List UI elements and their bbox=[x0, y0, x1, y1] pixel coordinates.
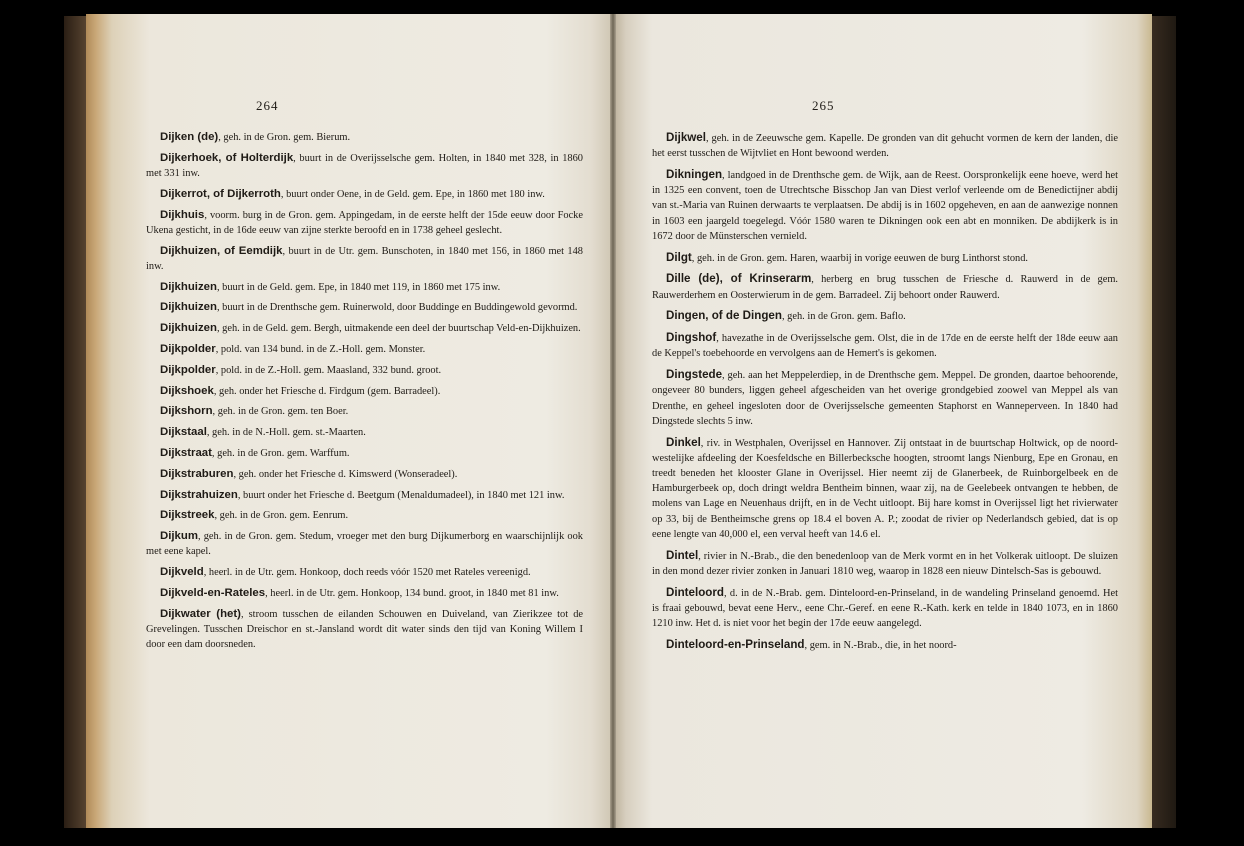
entry bbox=[146, 130, 583, 145]
right-column bbox=[652, 130, 1118, 659]
entry-text: , geh. in de Gron. gem. Warffum. bbox=[211, 447, 350, 459]
entry-headword: Dijkstaal bbox=[160, 426, 207, 439]
entry bbox=[652, 548, 1118, 579]
entry-text: , landgoed in de Drenthsche gem. de Wijk, aan de Reest. Oorspronkelijk eene hoeve, werd het in 1325 een convent, toen de Utrechtsche Bisschop Jan van Diest verlof verleende om de Benedictijner abdij van st.-Maria van Ruinen derwaarts te verplaatsen. De abdij is in 1602 opgeheven, en aan de aanwezige nonnen in 1603 een jaargeld toegelegd. Vóór 1580 waren te Dikningen ook een abt en monniken. De abdijkerk is in 1672 door de Münsterschen vernield. bbox=[652, 170, 1118, 242]
page-number: 265 bbox=[812, 98, 835, 113]
entry bbox=[146, 187, 583, 202]
entry bbox=[146, 586, 583, 601]
entry-headword: Dijkveld bbox=[160, 566, 204, 579]
entry-headword: Dingshof bbox=[666, 331, 717, 345]
entry-text: , geh. in de N.-Holl. gem. st.-Maarten. bbox=[206, 427, 366, 439]
entry-text: , buurt in de Overijsselsche gem. Holten, in 1840 met 328, in 1860 met 331 inw. bbox=[146, 152, 583, 179]
entry-headword: Dijkveld-en-Rateles bbox=[160, 586, 266, 599]
entry-headword: Dijkerrot, of Dijkerroth bbox=[160, 187, 281, 200]
entry-headword: Dijkpolder bbox=[160, 342, 216, 355]
entry-text: , geh. in de Gron. gem. Eenrum. bbox=[214, 510, 349, 522]
entry bbox=[652, 367, 1118, 429]
entry bbox=[652, 308, 1118, 324]
page-number: 264 bbox=[256, 98, 279, 113]
entry-text: , gem. in N.-Brab., die, in het noord- bbox=[804, 639, 957, 651]
entry-text: , geh. in de Gron. gem. Haren, waarbij in vorige eeuwen de burg Linthorst stond. bbox=[691, 252, 1029, 264]
entry-headword: Dijkstreek bbox=[160, 509, 215, 522]
entry-text: , buurt in de Geld. gem. Epe, in 1840 met 119, in 1860 met 175 inw. bbox=[216, 281, 501, 293]
entry-text: , geh. in de Gron. gem. Baflo. bbox=[781, 311, 906, 323]
entry bbox=[146, 607, 583, 653]
entry bbox=[146, 529, 583, 559]
entry bbox=[146, 404, 583, 419]
entry bbox=[146, 151, 583, 181]
entry-text: , pold. van 134 bund. in de Z.-Holl. gem. Monster. bbox=[215, 343, 426, 355]
entry-text: , pold. in de Z.-Holl. gem. Maasland, 332 bund. groot. bbox=[215, 364, 442, 376]
entry bbox=[146, 446, 583, 461]
entry-text: , geh. in de Geld. gem. Bergh, uitmakende een deel der buurtschap Veld-en-Dijkhuizen. bbox=[216, 323, 581, 335]
entry bbox=[652, 271, 1118, 302]
entry bbox=[146, 342, 583, 357]
entry-headword: Dintel bbox=[666, 548, 699, 562]
entry-text: , buurt onder Oene, in de Geld. gem. Epe, in 1860 met 180 inw. bbox=[280, 188, 545, 200]
entry-headword: Dinkel bbox=[666, 435, 701, 449]
entry bbox=[652, 250, 1118, 266]
entry-text: , heerl. in de Utr. gem. Honkoop, doch reeds vóór 1520 met Rateles vereenigd. bbox=[203, 567, 531, 579]
right-page bbox=[612, 14, 1152, 828]
entry bbox=[146, 467, 583, 482]
entry bbox=[146, 425, 583, 440]
entry-headword: Dijkwater (het) bbox=[160, 607, 241, 620]
entry-headword: Dilgt bbox=[666, 250, 692, 264]
entry-text: , geh. in de Zeeuwsche gem. Kapelle. De gronden van dit gehucht vormen de kern der landen, die het eerst tusschen de Wijtvliet en Hont bewoond werden. bbox=[652, 133, 1118, 160]
entry bbox=[146, 244, 583, 274]
entry bbox=[146, 300, 583, 315]
entry-text: , heerl. in de Utr. gem. Honkoop, 134 bund. groot, in 1840 met 81 inw. bbox=[265, 587, 559, 599]
entry-text: , voorm. burg in de Gron. gem. Appingedam, in de eerste helft der 15de eeuw door Focke Ukena gesticht, in de 16de eeuw van zijne sterkte beroofd en in 1738 geheel geslecht. bbox=[146, 209, 583, 236]
entry-headword: Dijkerhoek, of Holterdijk bbox=[160, 151, 294, 164]
entry-headword: Dijkhuizen bbox=[160, 322, 217, 335]
book-cover-right bbox=[1148, 16, 1176, 828]
entry-text: , riv. in Westphalen, Overijssel en Hannover. Zij ontstaat in de buurtschap Holtwick, op de noord-westelijke afdeeling der Koesfeldsche en Billerbecksche hoogten, stroomt langs Nienburg, Epe en Gronau, en treedt beneden het klooster Glane in Overijssel. Hier neemt zij de Glanerbeek, de Ruinborgelbeek en de Hamburgerbeek op, doch dringt weldra Bentheim binnen, waar zij, na de Geelebeek ontvangen te hebben, de molens van Lage en Neuenhaus drijft, en in de Vecht uitloopt. Bij hare komst in Overijssel ligt het rivierwater op 33, bij de Bentheimsche grens op 18.4 el boven A. P.; zoodat de rivier op Nederlandsch gebied, dat is op eene lengte van 40,000 el, een verval heeft van 14.6 el. bbox=[652, 437, 1118, 540]
entry-headword: Dijkhuizen, of Eemdijk bbox=[160, 244, 283, 257]
entry-headword: Dingstede bbox=[666, 368, 723, 382]
entry-headword: Dinteloord-en-Prinseland bbox=[666, 637, 805, 651]
entry-headword: Dijkshoek bbox=[160, 384, 214, 397]
entry-headword: Dijkhuizen bbox=[160, 280, 217, 293]
entry bbox=[146, 280, 583, 295]
entry-headword: Dille (de), of Krinserarm bbox=[666, 272, 812, 286]
entry-text: , geh. onder het Friesche d. Kimswerd (Wonseradeel). bbox=[233, 468, 458, 480]
entry-text: , buurt in de Drenthsche gem. Ruinerwold, door Buddinge en Buddingewold gevormd. bbox=[216, 302, 578, 314]
entry-headword: Dijkum bbox=[160, 530, 198, 543]
entry-text: , geh. in de Gron. gem. Stedum, vroeger met den burg Dijkumerborg en waarschijnlijk ook met eene kapel. bbox=[146, 531, 583, 558]
entry-text: , buurt in de Utr. gem. Bunschoten, in 1840 met 156, in 1860 met 148 inw. bbox=[146, 245, 583, 272]
entry-headword: Dijkstrahuizen bbox=[160, 488, 238, 501]
entry bbox=[146, 363, 583, 378]
entry bbox=[146, 321, 583, 336]
entry-headword: Dijkstraat bbox=[160, 446, 212, 459]
entry-headword: Dijkpolder bbox=[160, 363, 216, 376]
entry-headword: Dijken (de) bbox=[160, 131, 219, 143]
entry bbox=[652, 130, 1118, 161]
entry-text: , stroom tusschen de eilanden Schouwen en Duiveland, van Zierikzee tot de Grevelingen. Tusschen Dreischor en st.-Jansland wordt dit water sinds den tijd van Koning Willem I door een dam doorsneden. bbox=[146, 608, 583, 651]
entry-headword: Dijkhuizen bbox=[160, 301, 217, 314]
entry bbox=[652, 637, 1118, 653]
entry-headword: Dijkstraburen bbox=[160, 467, 234, 480]
entry bbox=[146, 208, 583, 238]
left-column bbox=[146, 130, 583, 658]
entry bbox=[652, 435, 1118, 542]
entry-headword: Dikningen bbox=[666, 168, 723, 181]
entry-text: , havezathe in de Overijsselsche gem. Olst, die in de 17de en de eerste helft der 18de eeuw aan de Keppel's toebehoorde en vervolgens aan de Hemert's is gekomen. bbox=[652, 333, 1118, 360]
entry-headword: Dijkwel bbox=[666, 131, 706, 144]
entry bbox=[652, 330, 1118, 361]
entry bbox=[146, 488, 583, 503]
entry-text: , rivier in N.-Brab., die den benedenloop van de Merk vormt en in het Volkerak uitloopt. De sluizen in den mond dezer rivier zonken in Januari 1810 weg, waarop in 1828 een nieuw Dintelsch-Sas is gebouwd. bbox=[652, 550, 1118, 577]
entry-headword: Dinteloord bbox=[666, 585, 724, 599]
left-page bbox=[86, 14, 612, 828]
entry bbox=[146, 508, 583, 523]
entry-text: , geh. in de Gron. gem. Bierum. bbox=[218, 132, 351, 143]
book-gutter bbox=[610, 14, 616, 828]
entry-text: , geh. onder het Friesche d. Firdgum (gem. Barradeel). bbox=[213, 385, 441, 397]
entry-headword: Dingen, of de Dingen bbox=[666, 309, 782, 323]
entry-text: , herberg en brug tusschen de Friesche d. Rauwerd in de gem. Rauwerderhem en Oosterwierum in de gem. Barradeel. Zij behoort onder Rauwerd. bbox=[652, 274, 1118, 301]
entry bbox=[652, 585, 1118, 632]
entry-text: , buurt onder het Friesche d. Beetgum (Menaldumadeel), in 1840 met 121 inw. bbox=[237, 489, 565, 501]
entry bbox=[652, 167, 1118, 244]
entry-text: , d. in de N.-Brab. gem. Dinteloord-en-Prinseland, in de wandeling Prinseland genoemd. Het is fraai gebouwd, bevat eene Herv., eene Chr.-Geref. en eene R.-Kath. kerk en telde in 1840 1073, en in 1860 1210 inw. Het d. is niet voor het begin der 17de eeuw aangelegd. bbox=[652, 587, 1118, 630]
entry bbox=[146, 565, 583, 580]
entry bbox=[146, 384, 583, 399]
entry-text: , geh. in de Gron. gem. ten Boer. bbox=[212, 406, 349, 418]
entry-headword: Dijkshorn bbox=[160, 405, 213, 418]
entry-headword: Dijkhuis bbox=[160, 208, 205, 221]
entry-text: , geh. aan het Meppelerdiep, in de Drenthsche gem. Meppel. De gronden, daartoe behoorende, ongeveer 80 bunders, liggen geheel afgescheiden van het overige grondgebied zoowel van Meppel als van Drenthe, en geheel ingesloten door de Overijsselsche gemeenten Staphorst en Wanneperveen. In 1840 had Dingstede slechts 5 inw. bbox=[652, 370, 1118, 427]
